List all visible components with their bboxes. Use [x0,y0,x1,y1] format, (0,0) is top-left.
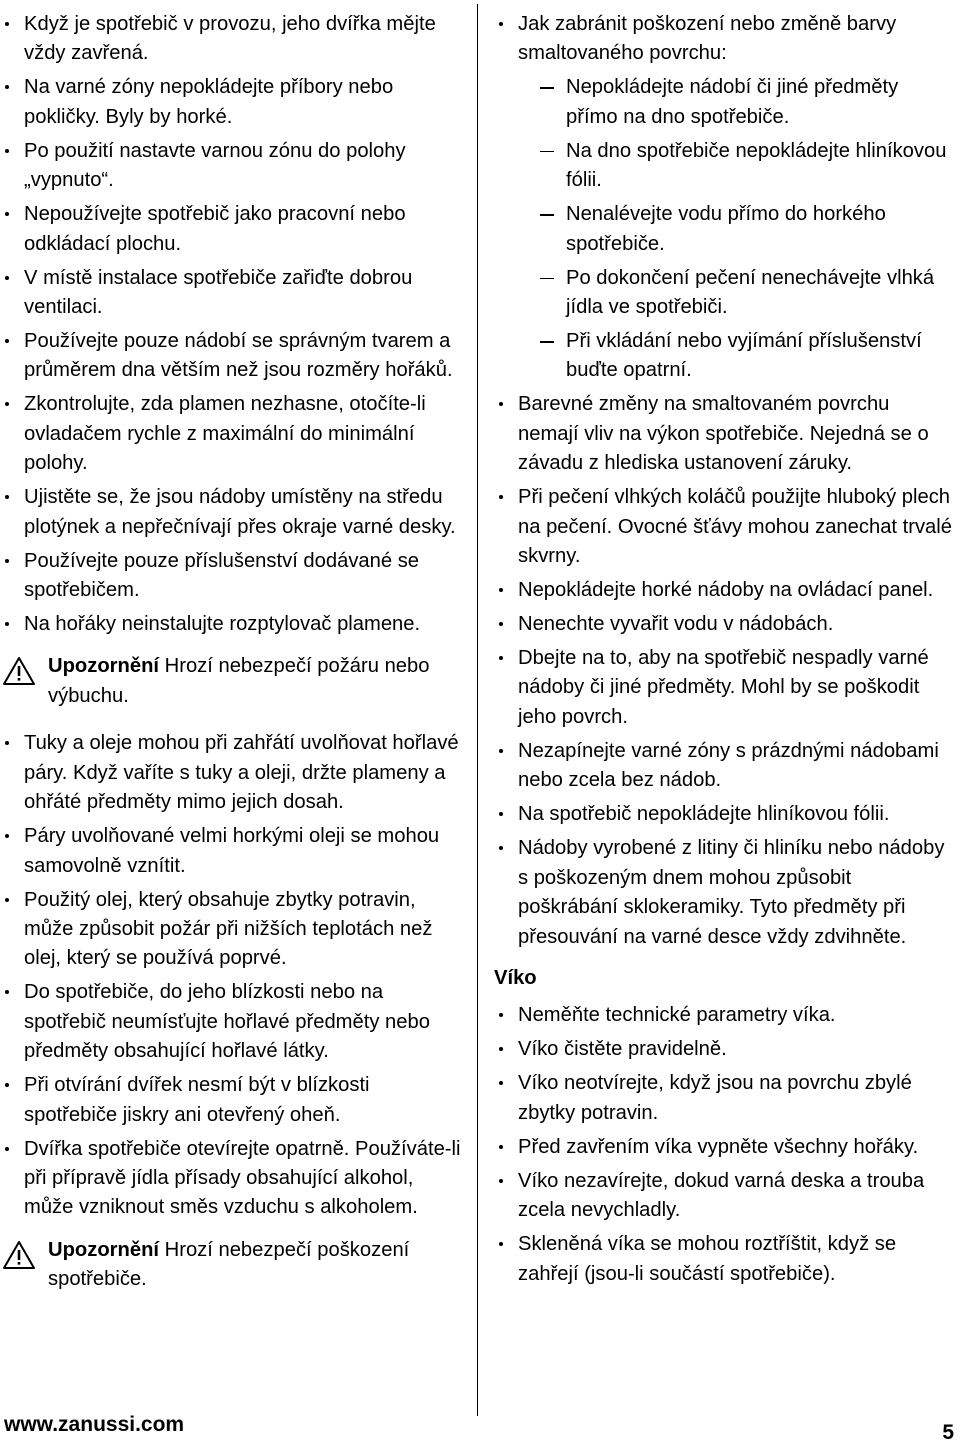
list-item: Nezapínejte varné zóny s prázdnými nádobami nebo zcela bez nádob. [494,737,954,796]
list-item: Víko čistěte pravidelně. [494,1035,954,1064]
column-divider [477,4,478,1416]
page-number: 5 [942,1421,954,1444]
list-item: Nepokládejte horké nádoby na ovládací panel. [494,576,954,605]
list-item: Na spotřebič nepokládejte hliníkovou fólii. [494,800,954,829]
list-item: Zkontrolujte, zda plamen nezhasne, otočíte-li ovladačem rychle z maximální do minimální polohy. [0,390,462,478]
list-item: Na hořáky neinstalujte rozptylovač plamene. [0,610,462,639]
list-item: Nepoužívejte spotřebič jako pracovní nebo odkládací plochu. [0,200,462,259]
enamel-sub-list [518,73,954,385]
enamel-list [494,10,954,952]
list-item: Použitý olej, který obsahuje zbytky potravin, může způsobit požár při nižších teplotách než olej, který se používá poprvé. [0,886,462,974]
list-item: Skleněná víka se mohou roztříštit, když se zahřejí (jsou-li součástí spotřebiče). [494,1230,954,1289]
list-item: Dbejte na to, aby na spotřebič nespadly varné nádoby či jiné předměty. Mohl by se poškodit jeho povrch. [494,644,954,732]
warning-text: Hrozí nebezpečí požáru nebo výbuchu. [48,655,430,707]
list-item: Při otvírání dvířek nesmí být v blízkosti spotřebiče jiskry ani otevřený oheň. [0,1071,462,1130]
list-item: Když je spotřebič v provozu, jeho dvířka mějte vždy zavřená. [0,10,462,69]
fire-explosion-warning [0,652,462,711]
sub-list-item: Na dno spotřebiče nepokládejte hliníkovou fólii. [518,137,954,196]
list-item: Páry uvolňované velmi horkými oleji se mohou samovolně vznítit. [0,822,462,881]
damage-warning [0,1236,462,1295]
list-item: Nenechte vyvařit vodu v nádobách. [494,610,954,639]
warning-title: Upozornění [48,655,160,678]
list-item: Po použití nastavte varnou zónu do polohy „vypnuto“. [0,137,462,196]
sub-list-item: Nenalévejte vodu přímo do horkého spotřebiče. [518,200,954,259]
left-column [0,10,462,1313]
list-item [494,10,954,386]
sub-list-item: Při vkládání nebo vyjímání příslušenství buďte opatrní. [518,327,954,386]
list-item: Při pečení vlhkých koláčů použijte hluboký plech na pečení. Ovocné šťávy mohou zanechat trvalé skvrny. [494,483,954,571]
list-item: Na varné zóny nepokládejte příbory nebo pokličky. Byly by horké. [0,73,462,132]
list-item: Používejte pouze příslušenství dodávané se spotřebičem. [0,547,462,606]
warning-text: Hrozí nebezpečí poškození spotřebiče. [48,1238,410,1291]
list-item: Barevné změny na smaltovaném povrchu nemají vliv na výkon spotřebiče. Nejedná se o závadu z hlediska ustanovení záruky. [494,390,954,478]
list-item: Dvířka spotřebiče otevírejte opatrně. Používáte-li při přípravě jídla přísady obsahující alkohol, může vzniknout směs vzduchu s alkoholem. [0,1135,462,1223]
sub-list-item: Nepokládejte nádobí či jiné předměty přímo na dno spotřebiče. [518,73,954,132]
section-heading-lid: Víko [494,966,537,989]
warning-title: Upozornění [48,1238,160,1261]
warning-triangle-icon [2,656,36,686]
list-item: Nádoby vyrobené z litiny či hliníku nebo nádoby s poškozeným dnem mohou způsobit poškrábání sklokeramiky. Tyto předměty při přesouvání na varné desce vždy zdvihněte. [494,834,954,952]
list-item: Před zavřením víka vypněte všechny hořáky. [494,1133,954,1162]
warning-triangle-icon [2,1240,36,1270]
list-item-intro: Jak zabránit poškození nebo změně barvy smaltovaného povrchu: [518,13,897,65]
list-item: Tuky a oleje mohou při zahřátí uvolňovat hořlavé páry. Když vaříte s tuky a oleji, držte plameny a ohřáté předměty mimo jejich dosah. [0,729,462,817]
safety-list-b [0,729,462,1222]
safety-list-a [0,10,462,639]
list-item: Ujistěte se, že jsou nádoby umístěny na středu plotýnek a nepřečnívají přes okraje varné desky. [0,483,462,542]
list-item: Do spotřebiče, do jeho blízkosti nebo na spotřebič neumísťujte hořlavé předměty nebo předměty obsahující hořlavé látky. [0,978,462,1066]
list-item: Používejte pouze nádobí se správným tvarem a průměrem dna větším než jsou rozměry hořáků. [0,327,462,386]
sub-list-item: Po dokončení pečení nenechávejte vlhká jídla ve spotřebiči. [518,264,954,323]
list-item: Neměňte technické parametry víka. [494,1001,954,1030]
list-item: V místě instalace spotřebiče zařiďte dobrou ventilaci. [0,264,462,323]
right-column [494,10,954,1294]
list-item: Víko neotvírejte, když jsou na povrchu zbylé zbytky potravin. [494,1069,954,1128]
footer-url: www.zanussi.com [4,1413,185,1436]
lid-list [494,1001,954,1289]
list-item: Víko nezavírejte, dokud varná deska a trouba zcela nevychladly. [494,1167,954,1226]
